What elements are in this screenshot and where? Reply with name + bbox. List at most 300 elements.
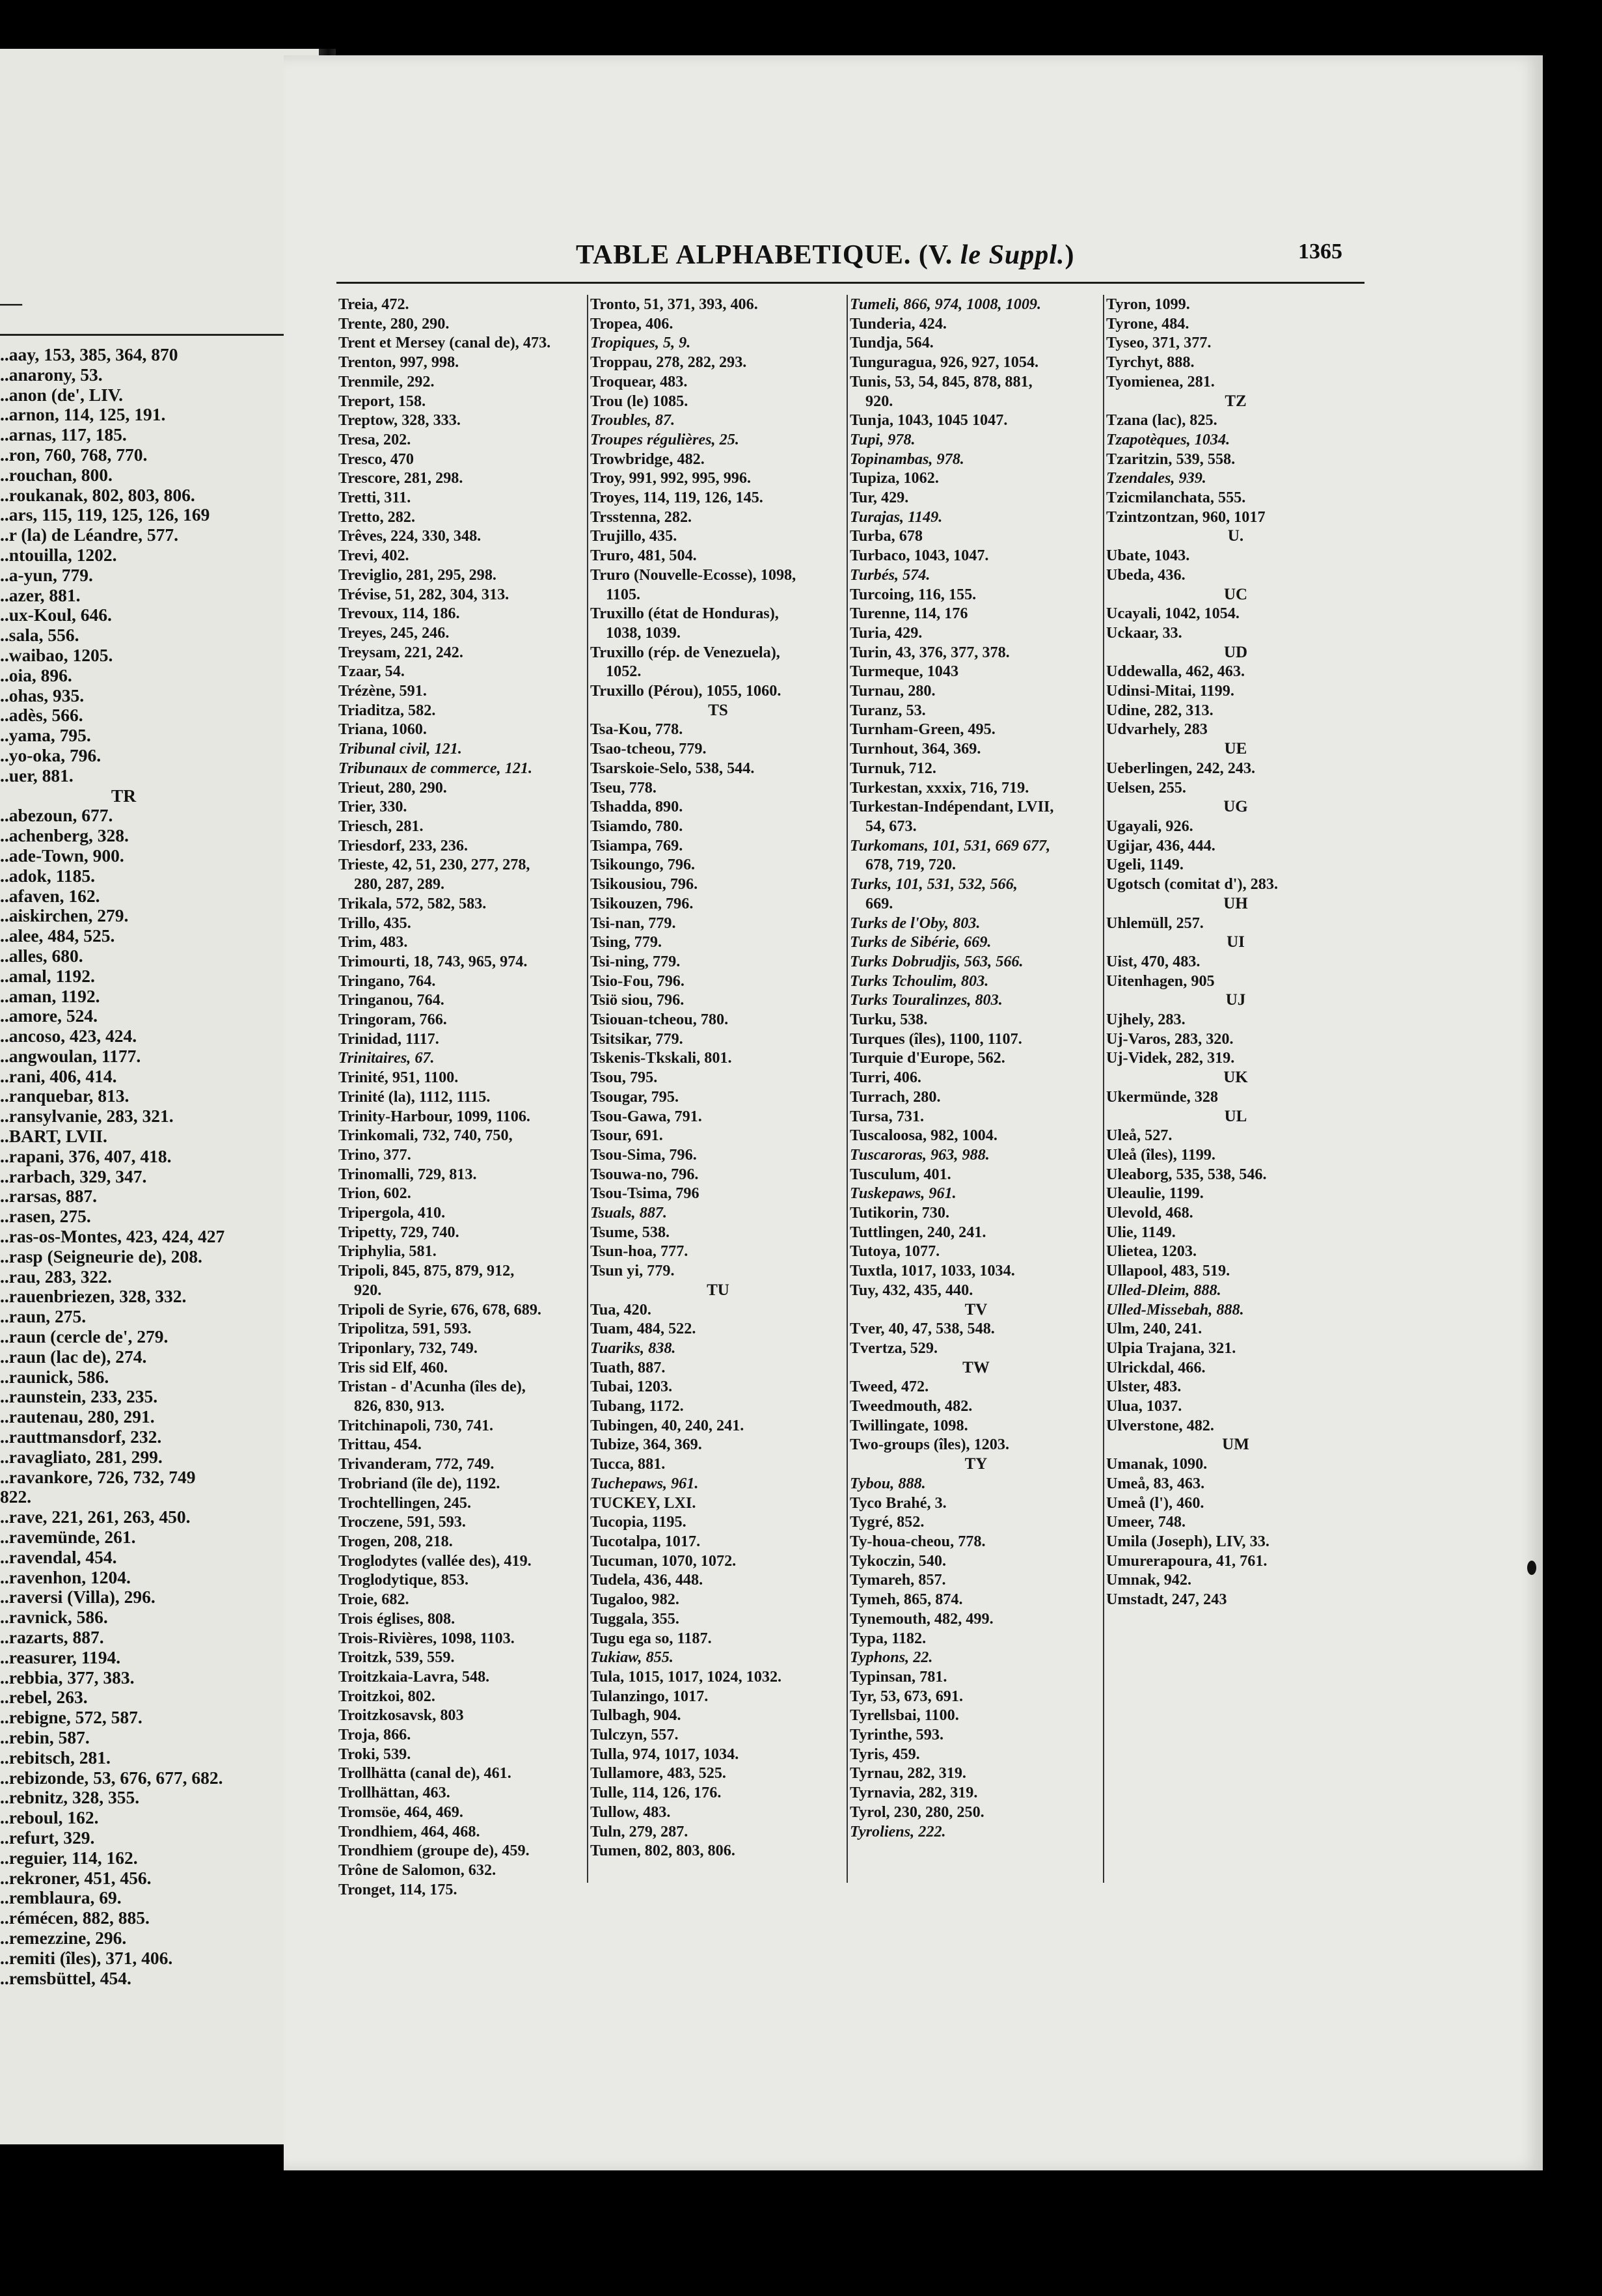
index-entry: Tsi-ning, 779. — [590, 952, 681, 970]
index-entry: Umeå, 83, 463. — [1106, 1474, 1205, 1492]
index-entry: Treport, 158. — [338, 392, 426, 410]
index-entry: ..rekroner, 451, 456. — [0, 1867, 152, 1888]
index-entry: Umila (Joseph), LIV, 33. — [1106, 1533, 1269, 1550]
index-entry: Ubate, 1043. — [1106, 547, 1190, 565]
index-entry: Uj-Varos, 283, 320. — [1106, 1030, 1234, 1048]
index-entry: Tskenis-Tkskali, 801. — [590, 1049, 732, 1067]
index-entry: Tulbagh, 904. — [590, 1706, 681, 1725]
index-entry: Tybou, 888. — [850, 1474, 926, 1492]
section-letter-heading: TU — [707, 1281, 729, 1299]
index-entry: Tunguragua, 926, 927, 1054. — [850, 353, 1039, 372]
index-entry: Ulm, 240, 241. — [1106, 1320, 1202, 1338]
index-entry: Tuscaroras, 963, 988. — [850, 1145, 990, 1164]
index-entry: ..rauttmansdorf, 232. — [0, 1427, 162, 1447]
index-entry: Ulevold, 468. — [1106, 1204, 1193, 1222]
index-entry: Tyrol, 230, 280, 250. — [850, 1803, 984, 1821]
index-entry: Tropea, 406. — [590, 314, 673, 333]
index-entry: Tsour, 691. — [590, 1127, 663, 1145]
index-entry: Uleaulie, 1199. — [1106, 1184, 1204, 1203]
index-entry: Tupi, 978. — [850, 430, 916, 448]
index-entry: Turques (îles), 1100, 1107. — [850, 1030, 1022, 1048]
index-entry: 826, 830, 913. — [354, 1397, 445, 1415]
index-entry: Tvertza, 529. — [850, 1339, 938, 1357]
index-entry: Treyes, 245, 246. — [338, 623, 450, 642]
index-entry: Ujhely, 283. — [1106, 1011, 1186, 1029]
index-entry: ..rarsas, 887. — [0, 1186, 97, 1207]
index-entry: Tyris, 459. — [850, 1745, 920, 1763]
index-entry: Tugaloo, 982. — [590, 1591, 679, 1609]
index-entry: Tripolitza, 591, 593. — [338, 1320, 472, 1338]
index-column-3 — [849, 295, 1102, 1886]
index-entry: Tusculum, 401. — [850, 1165, 951, 1183]
index-entry: Trinity-Harbour, 1099, 1106. — [338, 1107, 530, 1125]
index-entry: Tronto, 51, 371, 393, 406. — [590, 295, 758, 313]
index-entry: ..rouchan, 800. — [0, 464, 113, 485]
index-entry: Triponlary, 732, 749. — [338, 1339, 478, 1357]
index-entry: Tsou-Tsima, 796 — [590, 1184, 699, 1203]
index-entry: TUCKEY, LXI. — [590, 1494, 696, 1512]
index-entry: Tyrnavia, 282, 319. — [850, 1784, 978, 1802]
previous-page-header-fragment: — — [0, 291, 22, 315]
index-entry: Trente, 280, 290. — [338, 314, 450, 333]
index-entry: ..amore, 524. — [0, 1005, 98, 1026]
index-entry: Trobriand (île de), 1192. — [338, 1474, 500, 1492]
index-entry: ..remiti (îles), 371, 406. — [0, 1947, 173, 1968]
index-entry: Triaditza, 582. — [338, 701, 436, 719]
index-entry: Tubai, 1203. — [590, 1378, 673, 1396]
index-entry: Turba, 678 — [850, 527, 923, 545]
index-entry: ..raunick, 586. — [0, 1366, 109, 1387]
index-entry: Truxillo (rép. de Venezuela), — [590, 643, 780, 661]
index-entry: Tuchepaws, 961. — [590, 1474, 699, 1492]
index-entry: Turks Tchoulim, 803. — [850, 972, 989, 990]
index-entry: Turcoing, 116, 155. — [850, 585, 977, 603]
page-number: 1365 — [1298, 239, 1342, 264]
index-entry: Tudela, 436, 448. — [590, 1571, 703, 1589]
index-entry: Tzaar, 54. — [338, 663, 405, 681]
index-entry: ..reguier, 114, 162. — [0, 1847, 138, 1868]
previous-page-fragment — [0, 49, 329, 2144]
index-entry: Trochtellingen, 245. — [338, 1494, 472, 1512]
index-entry: Tuath, 887. — [590, 1358, 666, 1376]
index-entry: Tsikoungo, 796. — [590, 856, 696, 874]
index-entry: Tzicmilanchata, 555. — [1106, 489, 1246, 507]
index-entry: Tretto, 282. — [338, 508, 415, 526]
index-entry: Tulczyn, 557. — [590, 1726, 679, 1744]
index-entry: Umeer, 748. — [1106, 1513, 1186, 1531]
index-entry: Topinambas, 978. — [850, 450, 964, 468]
index-entry: ..raun, 275. — [0, 1306, 87, 1327]
index-entry: Tripergola, 410. — [338, 1204, 446, 1222]
index-entry: Tubingen, 40, 240, 241. — [590, 1416, 744, 1434]
index-entry: Ucayali, 1042, 1054. — [1106, 605, 1240, 623]
section-letter-heading: TS — [708, 701, 728, 719]
index-entry: ..rebigne, 572, 587. — [0, 1707, 143, 1728]
index-entry: 669. — [865, 894, 893, 912]
index-entry: ..rarbach, 329, 347. — [0, 1166, 147, 1186]
section-letter-heading: U. — [1227, 527, 1244, 545]
index-entry: Tsouwa-no, 796. — [590, 1165, 699, 1183]
index-entry: Ulie, 1149. — [1106, 1223, 1176, 1241]
index-entry: Tuy, 432, 435, 440. — [850, 1281, 973, 1299]
index-entry: Treptow, 328, 333. — [338, 411, 461, 430]
index-entry: Tseu, 778. — [590, 778, 657, 797]
section-letter-heading: UJ — [1225, 991, 1246, 1009]
index-entry: Turmeque, 1043 — [850, 663, 959, 681]
index-entry: Tsiö siou, 796. — [590, 991, 685, 1009]
index-entry: Tringoram, 766. — [338, 1011, 447, 1029]
index-entry: Tshadda, 890. — [590, 798, 683, 816]
index-entry: ..arnon, 114, 125, 191. — [0, 404, 166, 425]
section-letter-heading: UK — [1223, 1069, 1248, 1087]
index-entry: Turks de Sibérie, 669. — [850, 933, 992, 951]
index-entry: Trondhiem, 464, 468. — [338, 1822, 480, 1840]
index-entry: ..aman, 1192. — [0, 985, 100, 1006]
index-entry: Tyrinthe, 593. — [850, 1726, 944, 1744]
index-entry: Tresco, 470 — [338, 450, 414, 468]
index-entry: Tumeli, 866, 974, 1008, 1009. — [850, 295, 1042, 313]
index-entry: ..rani, 406, 414. — [0, 1065, 117, 1086]
index-entry: Ulua, 1037. — [1106, 1397, 1182, 1415]
index-entry: Umurerapoura, 41, 761. — [1106, 1551, 1268, 1570]
index-entry: ..ranquebar, 813. — [0, 1086, 129, 1106]
index-entry: ..uer, 881. — [0, 765, 74, 786]
index-entry: Umnak, 942. — [1106, 1571, 1192, 1589]
index-entry: ..arnas, 117, 185. — [0, 424, 127, 445]
index-entry: Tulanzingo, 1017. — [590, 1687, 709, 1705]
index-entry: Trévise, 51, 282, 304, 313. — [338, 585, 509, 603]
index-entry: ..ars, 115, 119, 125, 126, 169 — [0, 504, 210, 525]
index-entry: Truxillo (Pérou), 1055, 1060. — [590, 682, 781, 700]
index-entry: ..yo-oka, 796. — [0, 745, 102, 765]
section-letter-heading: TV — [964, 1300, 988, 1319]
index-entry: Troglodytes (vallée des), 419. — [338, 1551, 532, 1570]
index-entry: Tsume, 538. — [590, 1223, 670, 1241]
index-entry: ..raunstein, 233, 235. — [0, 1386, 158, 1407]
index-entry: Typa, 1182. — [850, 1629, 927, 1647]
index-entry: Tykoczin, 540. — [850, 1551, 947, 1570]
index-entry: Ulverstone, 482. — [1106, 1416, 1214, 1434]
section-letter-heading: UE — [1224, 740, 1247, 758]
index-entry: Udine, 282, 313. — [1106, 701, 1214, 719]
index-entry: Tsa-Kou, 778. — [590, 720, 683, 739]
index-entry: Tribunaux de commerce, 121. — [338, 759, 533, 777]
index-entry: Uckaar, 33. — [1106, 623, 1182, 642]
index-entry: Trinitaires, 67. — [338, 1049, 435, 1067]
index-entry: Tutoya, 1077. — [850, 1242, 940, 1261]
index-entry: Ulled-Missebah, 888. — [1106, 1300, 1244, 1319]
index-entry: ..rasp (Seigneurie de), 208. — [0, 1246, 202, 1266]
index-entry: 1052. — [606, 663, 642, 681]
index-entry: 920. — [354, 1281, 382, 1299]
index-entry: ..alles, 680. — [0, 945, 83, 966]
index-entry: Tukiaw, 855. — [590, 1648, 673, 1667]
index-entry: Typinsan, 781. — [850, 1667, 947, 1686]
index-entry: Trion, 602. — [338, 1184, 411, 1203]
index-entry: Tunis, 53, 54, 845, 878, 881, — [850, 372, 1033, 390]
index-entry: ..raun (cercle de', 279. — [0, 1326, 169, 1347]
index-entry: Tsikouzen, 796. — [590, 894, 694, 912]
index-entry: Tullamore, 483, 525. — [590, 1764, 726, 1783]
index-entry: ..ancoso, 423, 424. — [0, 1026, 137, 1046]
index-entry: Truro, 481, 504. — [590, 547, 697, 565]
index-entry: Tzana (lac), 825. — [1106, 411, 1217, 430]
index-entry: Ulster, 483. — [1106, 1378, 1182, 1396]
index-entry: Truro (Nouvelle-Ecosse), 1098, — [590, 566, 796, 584]
index-entry: Turks Touralinzes, 803. — [850, 991, 1003, 1009]
index-entry: Trivanderam, 772, 749. — [338, 1455, 495, 1473]
section-letter-heading: UH — [1223, 894, 1248, 912]
index-entry: ..ntouilla, 1202. — [0, 544, 117, 565]
index-entry: Treysam, 221, 242. — [338, 643, 463, 661]
index-entry: Trinidad, 1117. — [338, 1030, 439, 1048]
index-entry: Tsiamdo, 780. — [590, 817, 683, 835]
index-entry: ..BART, LVII. — [0, 1126, 107, 1147]
index-entry: Tunja, 1043, 1045 1047. — [850, 411, 1008, 430]
index-entry: Tuggala, 355. — [590, 1609, 679, 1628]
index-entry: Trinité (la), 1112, 1115. — [338, 1087, 491, 1106]
index-entry: Tromsöe, 464, 469. — [338, 1803, 463, 1821]
index-entry: Tsitsikar, 779. — [590, 1030, 683, 1048]
index-entry: ..roukanak, 802, 803, 806. — [0, 484, 195, 505]
index-entry: Turks de l'Oby, 803. — [850, 914, 981, 932]
index-entry: Uj-Videk, 282, 319. — [1106, 1049, 1235, 1067]
section-letter-heading: UC — [1223, 585, 1248, 603]
index-entry: Trowbridge, 482. — [590, 450, 705, 468]
index-entry: Tsiampa, 769. — [590, 836, 683, 854]
index-entry: Tringano, 764. — [338, 972, 436, 990]
index-entry: ..remsbüttel, 454. — [0, 1967, 131, 1988]
index-entry: ..ravankore, 726, 732, 749 — [0, 1466, 196, 1487]
index-entry: Triana, 1060. — [338, 720, 427, 739]
index-entry: Tundja, 564. — [850, 334, 934, 352]
index-entry: ..ras-os-Montes, 423, 424, 427 — [0, 1226, 225, 1247]
index-entry: Trillo, 435. — [338, 914, 411, 932]
page-title-italic: le Suppl. — [960, 240, 1065, 270]
index-entry: ..razarts, 887. — [0, 1627, 104, 1647]
index-entry: Tyron, 1099. — [1106, 295, 1190, 313]
section-letter-heading: TW — [962, 1358, 990, 1376]
index-entry: Tuam, 484, 522. — [590, 1320, 696, 1338]
index-entry: Triesch, 281. — [338, 817, 424, 835]
index-entry: ..rave, 221, 261, 263, 450. — [0, 1507, 191, 1527]
index-entry: Tygré, 852. — [850, 1513, 925, 1531]
index-entry: Tyr, 53, 673, 691. — [850, 1687, 964, 1705]
index-entry: Tripetty, 729, 740. — [338, 1223, 459, 1241]
index-entry: Tuskepaws, 961. — [850, 1184, 957, 1203]
page-title-main: TABLE ALPHABETIQUE. (V. — [576, 240, 953, 270]
index-entry: Uist, 470, 483. — [1106, 952, 1201, 970]
index-entry: Tsiouan-tcheou, 780. — [590, 1011, 729, 1029]
index-entry: Tula, 1015, 1017, 1024, 1032. — [590, 1667, 782, 1686]
index-entry: ..reasurer, 1194. — [0, 1647, 121, 1667]
index-entry: Uddewalla, 462, 463. — [1106, 663, 1245, 681]
index-entry: Trier, 330. — [338, 798, 407, 816]
index-entry: ..rautenau, 280, 291. — [0, 1406, 155, 1427]
index-entry: Tsou-Sima, 796. — [590, 1145, 697, 1164]
index-entry: ..achenberg, 328. — [0, 825, 129, 846]
index-entry: Tutikorin, 730. — [850, 1204, 950, 1222]
section-letter-heading: UM — [1222, 1436, 1249, 1454]
index-entry: ..ravemünde, 261. — [0, 1527, 136, 1548]
index-entry: Troitzkosavsk, 803 — [338, 1706, 464, 1725]
index-entry: Uelsen, 255. — [1106, 778, 1186, 797]
index-entry: Tullow, 483. — [590, 1803, 671, 1821]
index-entry: Tver, 40, 47, 538, 548. — [850, 1320, 995, 1338]
index-entry: Tretti, 311. — [338, 489, 411, 507]
index-entry: Tunderia, 424. — [850, 314, 947, 333]
index-entry: Turin, 43, 376, 377, 378. — [850, 643, 1010, 661]
index-entry: Turbaco, 1043, 1047. — [850, 547, 989, 565]
index-entry: ..ravagliato, 281, 299. — [0, 1446, 163, 1467]
index-entry: Tsuals, 887. — [590, 1204, 668, 1222]
index-entry: ..yama, 795. — [0, 725, 91, 746]
index-entry: Troitzkaia-Lavra, 548. — [338, 1667, 490, 1686]
index-entry: Ueberlingen, 242, 243. — [1106, 759, 1256, 777]
index-entry: Troppau, 278, 282, 293. — [590, 353, 747, 372]
index-entry: ..anon (de', LIV. — [0, 384, 123, 405]
index-entry: ..adès, 566. — [0, 705, 83, 726]
index-entry: Tumen, 802, 803, 806. — [590, 1842, 735, 1860]
index-entry: ..alee, 484, 525. — [0, 925, 115, 946]
index-entry: ..aiskirchen, 279. — [0, 905, 129, 926]
index-entry: Trescore, 281, 298. — [338, 469, 463, 487]
index-entry: ..ravendal, 454. — [0, 1546, 117, 1567]
index-entry: Tubize, 364, 369. — [590, 1436, 702, 1454]
index-entry: Ulrickdal, 466. — [1106, 1358, 1206, 1376]
index-entry: Tyrchyt, 888. — [1106, 353, 1195, 372]
index-entry: Trujillo, 435. — [590, 527, 677, 545]
index-entry: ..rémécen, 882, 885. — [0, 1907, 150, 1928]
previous-page-index-column — [0, 345, 325, 1988]
index-entry: ..afaven, 162. — [0, 885, 100, 906]
index-entry: ..sala, 556. — [0, 625, 79, 646]
column-divider — [1103, 295, 1104, 1883]
index-entry: Trinité, 951, 1100. — [338, 1069, 459, 1087]
index-entry: Tsio-Fou, 796. — [590, 972, 685, 990]
index-entry: ..reboul, 162. — [0, 1807, 99, 1828]
index-entry: Ulpia Trajana, 321. — [1106, 1339, 1236, 1357]
index-entry: Troy, 991, 992, 995, 996. — [590, 469, 752, 487]
index-entry: Tur, 429. — [850, 489, 909, 507]
index-entry: Troubles, 87. — [590, 411, 675, 430]
index-entry: Turquie d'Europe, 562. — [850, 1049, 1005, 1067]
index-entry: Tyseo, 371, 377. — [1106, 334, 1212, 352]
index-entry: Ubeda, 436. — [1106, 566, 1186, 584]
section-letter-heading: TZ — [1225, 392, 1247, 410]
scan-border — [1543, 55, 1602, 2170]
index-entry: Ugotsch (comitat d'), 283. — [1106, 875, 1279, 894]
index-entry: Troczene, 591, 593. — [338, 1513, 466, 1531]
index-entry: Tsikousiou, 796. — [590, 875, 698, 894]
index-entry: Turnuk, 712. — [850, 759, 936, 777]
index-entry: Tsun-hoa, 777. — [590, 1242, 688, 1261]
index-entry: ..angwoulan, 1177. — [0, 1045, 141, 1066]
index-entry: ..azer, 881. — [0, 584, 81, 605]
index-entry: Tresa, 202. — [338, 430, 411, 448]
section-letter-heading: UG — [1223, 798, 1248, 816]
index-entry: Turkestan-Indépendant, LVII, — [850, 798, 1054, 816]
index-entry: Tuxtla, 1017, 1033, 1034. — [850, 1262, 1015, 1280]
index-entry: Turnau, 280. — [850, 682, 936, 700]
index-entry: Tuln, 279, 287. — [590, 1822, 688, 1840]
index-entry: Trieut, 280, 290. — [338, 778, 447, 797]
index-entry: Tymeh, 865, 874. — [850, 1591, 963, 1609]
index-entry: Turks, 101, 531, 532, 566, — [850, 875, 1018, 894]
index-column-4 — [1105, 295, 1365, 1886]
index-entry: Turkomans, 101, 531, 669 677, — [850, 836, 1051, 854]
index-entry: Tropiques, 5, 9. — [590, 334, 691, 352]
index-entry: Ulietea, 1203. — [1106, 1242, 1197, 1261]
index-entry: ..abezoun, 677. — [0, 805, 113, 826]
index-entry: Trino, 377. — [338, 1145, 411, 1164]
index-entry: Trevoux, 114, 186. — [338, 605, 460, 623]
index-entry: ..rapani, 376, 407, 418. — [0, 1145, 172, 1166]
index-entry: Tyroliens, 222. — [850, 1822, 946, 1840]
index-entry: Tuttlingen, 240, 241. — [850, 1223, 986, 1241]
section-letter-heading: TY — [964, 1455, 988, 1473]
index-entry: Tyrone, 484. — [1106, 314, 1189, 333]
index-entry: 920. — [865, 392, 893, 410]
index-entry: ..ux-Koul, 646. — [0, 605, 112, 625]
index-entry: 1105. — [606, 585, 641, 603]
index-entry: Tupiza, 1062. — [850, 469, 939, 487]
index-entry: Tyomienea, 281. — [1106, 372, 1215, 390]
index-entry: Uleå (îles), 1199. — [1106, 1145, 1215, 1164]
index-entry: Trikala, 572, 582, 583. — [338, 894, 487, 912]
index-entry: ..ransylvanie, 283, 321. — [0, 1106, 174, 1127]
index-entry: Trollhätta (canal de), 461. — [338, 1764, 511, 1783]
index-entry: ..rebel, 263. — [0, 1687, 88, 1708]
index-entry: Uleaborg, 535, 538, 546. — [1106, 1165, 1267, 1183]
index-entry: Tursa, 731. — [850, 1107, 925, 1125]
index-entry: Trieste, 42, 51, 230, 277, 278, — [338, 856, 530, 874]
index-entry: ..a-yun, 779. — [0, 564, 93, 585]
column-divider — [847, 295, 848, 1883]
index-entry: Ty-houa-cheou, 778. — [850, 1533, 986, 1550]
index-entry: ..rauenbriezen, 328, 332. — [0, 1286, 187, 1307]
index-entry: Ugeli, 1149. — [1106, 856, 1184, 874]
index-entry: Tulla, 974, 1017, 1034. — [590, 1745, 739, 1763]
index-entry: Triphylia, 581. — [338, 1242, 437, 1261]
index-entry: Troglodytique, 853. — [338, 1571, 469, 1589]
index-entry: ..oia, 896. — [0, 664, 72, 685]
index-entry: ..remblaura, 69. — [0, 1887, 122, 1908]
index-entry: Turenne, 114, 176 — [850, 605, 968, 623]
index-entry: Trimourti, 18, 743, 965, 974. — [338, 952, 528, 970]
index-entry: Tuscaloosa, 982, 1004. — [850, 1127, 998, 1145]
index-column-1 — [337, 295, 586, 1898]
index-entry: ..raun (lac de), 274. — [0, 1346, 147, 1367]
index-entry: ..ade-Town, 900. — [0, 845, 124, 866]
index-entry: Umstadt, 247, 243 — [1106, 1591, 1227, 1609]
index-entry: Tsao-tcheou, 779. — [590, 740, 707, 758]
index-entry: ..anarony, 53. — [0, 364, 103, 385]
index-entry: Uleå, 527. — [1106, 1127, 1173, 1145]
index-entry: Tritchinapoli, 730, 741. — [338, 1416, 494, 1434]
index-entry: Turri, 406. — [850, 1069, 921, 1087]
index-entry: ..ravenhon, 1204. — [0, 1566, 131, 1587]
page-title — [576, 239, 1074, 271]
page-title-close: ) — [1065, 240, 1075, 270]
index-entry: Uhlemüll, 257. — [1106, 914, 1204, 932]
index-entry: Tsun yi, 779. — [590, 1262, 675, 1280]
index-entry: Troie, 682. — [338, 1591, 409, 1609]
index-entry: 1038, 1039. — [606, 623, 681, 642]
index-entry: 54, 673. — [865, 817, 917, 835]
index-entry: ..ohas, 935. — [0, 685, 85, 705]
index-entry: Tringanou, 764. — [338, 991, 444, 1009]
